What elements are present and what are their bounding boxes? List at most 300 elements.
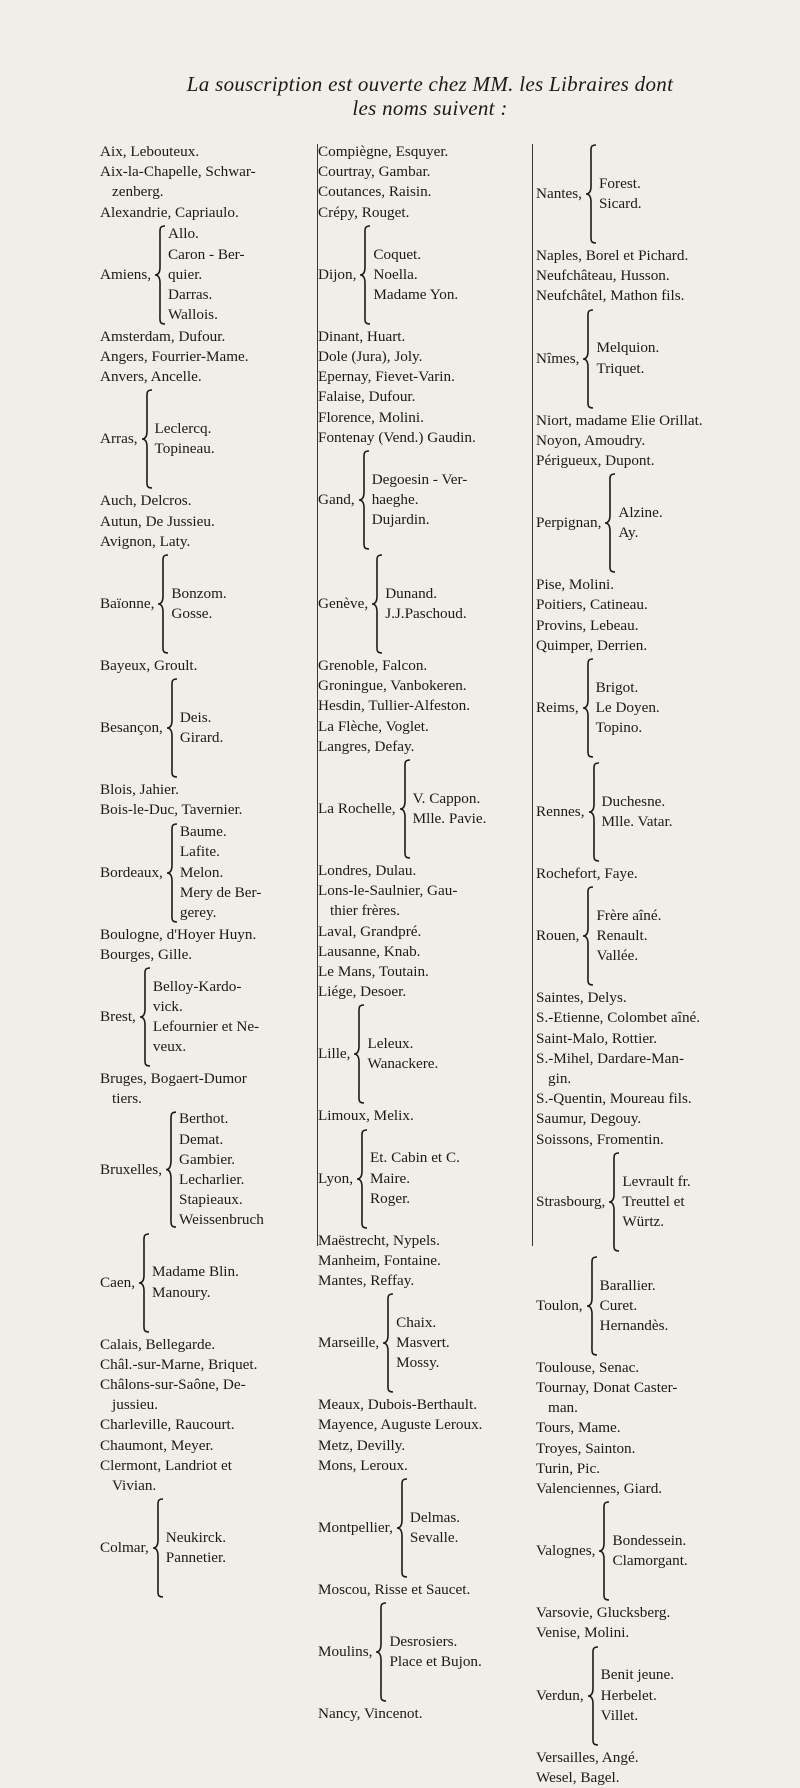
entry-text: Auch, Delcros.: [100, 492, 192, 510]
entry-text: Nancy, Vincenot.: [318, 1705, 423, 1723]
bookseller-entry: [536, 286, 760, 306]
entry-text: Crépy, Rouget.: [318, 203, 410, 221]
bookseller-entry-group: [100, 676, 314, 780]
bookseller-names: [166, 1528, 314, 1568]
bookseller-entry: [318, 717, 530, 737]
city-name: Rennes,: [536, 802, 585, 820]
brace: [586, 1256, 598, 1356]
entry-text: Périgueux, Dupont.: [536, 452, 655, 470]
bookseller-name: Neukirck.: [165, 1529, 227, 1547]
entry-text: Hesdin, Tullier-Alfeston.: [318, 697, 470, 715]
bookseller-name: Renault.: [596, 927, 648, 945]
brace: [138, 1233, 150, 1333]
brace-icon: [371, 554, 383, 654]
bookseller-entry: [318, 942, 530, 962]
bookseller-name: Madame Blin.: [152, 1263, 239, 1281]
entry-text: Calais, Bellegarde.: [100, 1335, 216, 1353]
bookseller-name: Stapieaux.: [179, 1191, 243, 1209]
bookseller-name: Deis.: [179, 709, 212, 727]
entry-text: Provins, Lebeau.: [536, 616, 639, 634]
bookseller-names: [179, 1109, 314, 1230]
bookseller-entry-group: [100, 552, 314, 656]
bookseller-name: J.J.Paschoud.: [385, 605, 467, 623]
entry-text: Châlons-sur-Saône, De-: [100, 1376, 246, 1394]
bookseller-name: vick.: [152, 997, 183, 1015]
bookseller-entry-group: [536, 884, 760, 988]
entry-text: Naples, Borel et Pichard.: [536, 247, 689, 264]
entry-text: Turin, Pic.: [536, 1459, 601, 1477]
bookseller-entry: [318, 408, 530, 428]
entry-text: Quimper, Derrien.: [536, 636, 648, 654]
bookseller-entry: [536, 1748, 760, 1768]
bookseller-name: Benit jeune.: [600, 1666, 675, 1684]
entry-text: La Flèche, Voglet.: [318, 717, 429, 735]
bookseller-name: Dunand.: [385, 584, 438, 602]
bookseller-name: Girard.: [179, 729, 224, 747]
bookseller-name: Bondessein.: [612, 1532, 687, 1550]
brace: [358, 450, 370, 550]
bookseller-entry: [536, 1130, 760, 1150]
entry-text: Saumur, Degouy.: [536, 1110, 642, 1128]
bookseller-name: Brigot.: [595, 678, 639, 696]
entry-text: Soissons, Fromentin.: [536, 1130, 664, 1148]
bookseller-name: Ay.: [618, 524, 639, 542]
bookseller-name: Allo.: [168, 225, 199, 243]
brace-icon: [166, 678, 178, 778]
city-name: Amiens,: [100, 265, 152, 283]
bookseller-entry: [318, 162, 530, 182]
bookseller-names: [396, 1313, 530, 1374]
bookseller-names: [373, 245, 530, 306]
entry-text: Chaumont, Meyer.: [100, 1436, 214, 1454]
bookseller-names: [413, 789, 530, 829]
brace: [353, 1004, 365, 1104]
bookseller-name: Treuttel et: [622, 1192, 685, 1210]
entry-text: Boulogne, d'Hoyer Huyn.: [100, 925, 257, 943]
brace-icon: [585, 144, 597, 244]
brace-icon: [598, 1501, 610, 1601]
bookseller-entry: [318, 922, 530, 942]
entry-text: Londres, Dulau.: [318, 862, 417, 880]
bookseller-entry-group: [536, 142, 760, 246]
brace: [587, 1646, 599, 1746]
bookseller-names: [180, 822, 314, 923]
city-name: Reims,: [536, 698, 579, 716]
city-name: Bruxelles,: [100, 1160, 163, 1178]
bookseller-name: Barallier.: [599, 1276, 656, 1294]
bookseller-names: [385, 584, 530, 624]
entry-text: Saintes, Delys.: [536, 989, 627, 1007]
bookseller-entry: [536, 1418, 760, 1438]
bookseller-names: [622, 1172, 760, 1233]
bookseller-entry-group: [318, 1127, 530, 1231]
bookseller-name: Coquet.: [373, 245, 422, 263]
city-name: La Rochelle,: [318, 799, 396, 817]
bookseller-name: quier.: [168, 265, 203, 283]
bookseller-name: Chaix.: [396, 1313, 437, 1331]
entry-text: Moscou, Risse et Saucet.: [318, 1581, 471, 1599]
brace-icon: [586, 1256, 598, 1356]
bookseller-entry: [318, 1456, 530, 1476]
entry-text: Le Mans, Toutain.: [318, 963, 429, 981]
bookseller-entry-group: [100, 821, 314, 925]
bookseller-name: Dujardin.: [371, 511, 430, 529]
entry-text: Amsterdam, Dufour.: [100, 327, 226, 345]
bookseller-name: Baume.: [179, 823, 227, 841]
entry-text: Manheim, Fontaine.: [318, 1251, 441, 1269]
bookseller-entry: [536, 1029, 760, 1049]
brace: [585, 144, 597, 244]
bookseller-entry: [536, 1109, 760, 1129]
bookseller-name: Vallée.: [596, 947, 639, 965]
entry-text: Neufchâtel, Mathon fils.: [536, 287, 685, 305]
brace: [141, 389, 153, 489]
entry-continuation: thier frères.: [330, 902, 400, 920]
header-line-2: les noms suivent :: [352, 96, 508, 120]
bookseller-entry: [100, 367, 314, 387]
bookseller-entry-group: [318, 1476, 530, 1580]
brace: [157, 554, 169, 654]
entry-text: Liége, Desoer.: [318, 983, 407, 1001]
brace-icon: [165, 1111, 177, 1228]
bookseller-name: Levrault fr.: [622, 1172, 691, 1190]
column-1: [100, 142, 314, 1600]
entry-text: Coutances, Raisin.: [318, 183, 432, 201]
bookseller-name: haeghe.: [371, 490, 419, 508]
entry-text: Charleville, Raucourt.: [100, 1416, 235, 1434]
bookseller-entry-group: [100, 387, 314, 491]
bookseller-names: [596, 678, 760, 739]
bookseller-name: Topineau.: [154, 440, 215, 458]
bookseller-name: Triquet.: [596, 359, 645, 377]
bookseller-entry: [100, 142, 314, 162]
brace: [382, 1293, 394, 1393]
page-header: [90, 72, 770, 120]
entry-text: Metz, Devilly.: [318, 1436, 406, 1454]
city-name: Nîmes,: [536, 349, 580, 367]
bookseller-entry: [318, 387, 530, 407]
bookseller-entry: [536, 451, 760, 471]
brace-icon: [588, 762, 600, 862]
entry-text: Groningue, Vanbokeren.: [318, 677, 467, 695]
entry-text: S.-Quentin, Moureau fils.: [536, 1090, 692, 1108]
bookseller-entry-group: [100, 965, 314, 1069]
bookseller-entry: [536, 1768, 760, 1788]
bookseller-entry: [318, 182, 530, 202]
entry-text: Meaux, Dubois-Berthault.: [318, 1396, 478, 1414]
bookseller-entry: [536, 595, 760, 615]
bookseller-entry: [318, 327, 530, 347]
brace: [152, 1498, 164, 1598]
bookseller-names: [602, 792, 760, 832]
bookseller-names: [410, 1508, 530, 1548]
entry-text: Bruges, Bogaert-Dumor: [100, 1070, 247, 1088]
entry-text: Anvers, Ancelle.: [100, 368, 202, 386]
bookseller-name: Bonzom.: [171, 584, 227, 602]
brace: [608, 1152, 620, 1252]
entry-text: Grenoble, Falcon.: [318, 657, 428, 675]
city-name: Genève,: [318, 594, 369, 612]
entry-text: Wesel, Bagel.: [536, 1768, 620, 1786]
entry-continuation: jussieu.: [112, 1396, 158, 1414]
bookseller-entry: [536, 1008, 760, 1028]
brace-icon: [139, 967, 151, 1067]
bookseller-entry: [100, 491, 314, 511]
city-name: Brest,: [100, 1007, 136, 1025]
column-2: [318, 142, 530, 1725]
brace: [154, 225, 166, 325]
city-name: Colmar,: [100, 1539, 149, 1557]
entry-text: Troyes, Sainton.: [536, 1439, 636, 1457]
bookseller-name: Wanackere.: [367, 1055, 439, 1073]
entry-text: Falaise, Dufour.: [318, 388, 416, 406]
bookseller-entry: [318, 1106, 530, 1126]
brace-icon: [582, 658, 594, 758]
city-name: Caen,: [100, 1273, 136, 1291]
bookseller-entry: [318, 142, 530, 162]
entry-text: Angers, Fourrier-Mame.: [100, 348, 249, 366]
bookseller-entry: [100, 780, 314, 800]
entry-continuation: Vivian.: [112, 1477, 157, 1495]
city-name: Marseille,: [318, 1334, 380, 1352]
entry-text: Fontenay (Vend.) Gaudin.: [318, 428, 476, 446]
bookseller-entry: [100, 327, 314, 347]
bookseller-entry: [100, 1335, 314, 1355]
city-name: Dijon,: [318, 265, 357, 283]
entry-text: Avignon, Laty.: [100, 532, 191, 550]
bookseller-name: Degoesin - Ver-: [371, 470, 468, 488]
bookseller-name: gerey.: [179, 903, 217, 921]
bookseller-entry: [536, 636, 760, 656]
header-line-1: La souscription est ouverte chez MM. les Libraires dont: [186, 72, 674, 96]
bookseller-entry: [318, 656, 530, 676]
bookseller-name: Darras.: [168, 285, 213, 303]
bookseller-entry: [536, 266, 760, 286]
bookseller-entry-group: [100, 223, 314, 327]
bookseller-entry: [318, 1580, 530, 1600]
bookseller-name: Noella.: [373, 265, 418, 283]
bookseller-entry: [536, 1439, 760, 1459]
brace-icon: [154, 225, 166, 325]
bookseller-entry: [100, 1375, 314, 1415]
bookseller-name: Masvert.: [396, 1334, 450, 1352]
entry-text: Venise, Molini.: [536, 1624, 630, 1642]
bookseller-entry-group: [536, 471, 760, 575]
bookseller-entry: [100, 1456, 314, 1496]
brace: [582, 886, 594, 986]
entry-text: Bayeux, Groult.: [100, 657, 198, 675]
bookseller-names: [618, 503, 760, 543]
entry-text: Niort, madame Elie Orillat.: [536, 411, 703, 429]
bookseller-names: [596, 906, 760, 967]
brace: [588, 762, 600, 862]
entry-text: Courtray, Gambar.: [318, 163, 431, 181]
bookseller-entry: [318, 428, 530, 448]
bookseller-entry: [536, 1358, 760, 1378]
bookseller-entry: [100, 162, 314, 202]
entry-text: Compiègne, Esquyer.: [318, 143, 449, 160]
entry-text: S.-Mihel, Dardare-Man-: [536, 1049, 685, 1067]
bookseller-entry: [318, 1231, 530, 1251]
bookseller-entry: [536, 616, 760, 636]
entry-text: Lausanne, Knab.: [318, 942, 421, 960]
bookseller-entry: [318, 982, 530, 1002]
city-name: Perpignan,: [536, 514, 602, 532]
entry-text: Poitiers, Catineau.: [536, 596, 648, 614]
bookseller-entry: [536, 246, 760, 266]
entry-text: Varsovie, Glucksberg.: [536, 1604, 671, 1622]
bookseller-entry-group: [318, 448, 530, 552]
bookseller-name: Herbelet.: [600, 1686, 657, 1704]
brace: [396, 1478, 408, 1578]
bookseller-entry: [318, 676, 530, 696]
bookseller-entry: [318, 1704, 530, 1724]
city-name: Montpellier,: [318, 1518, 393, 1536]
city-name: Lyon,: [318, 1169, 354, 1187]
bookseller-names: [171, 584, 314, 624]
city-name: Strasbourg,: [536, 1192, 606, 1210]
entry-text: Lons-le-Saulnier, Gau-: [318, 882, 458, 900]
bookseller-name: Pannetier.: [165, 1549, 227, 1567]
entry-text: Laval, Grandpré.: [318, 922, 422, 940]
brace-icon: [359, 225, 371, 325]
bookseller-entry: [318, 1395, 530, 1415]
entry-text: Toulouse, Senac.: [536, 1358, 640, 1376]
bookseller-entry: [318, 367, 530, 387]
bookseller-entry: [536, 1089, 760, 1109]
bookseller-names: [370, 1148, 530, 1209]
brace: [166, 678, 178, 778]
brace-icon: [157, 554, 169, 654]
bookseller-name: Wallois.: [168, 306, 218, 324]
bookseller-entry: [318, 696, 530, 716]
bookseller-entry: [100, 945, 314, 965]
entry-text: Langres, Defay.: [318, 737, 415, 755]
entry-text: S.-Etienne, Colombet aîné.: [536, 1009, 701, 1027]
entry-text: Mantes, Reffay.: [318, 1272, 415, 1290]
bookseller-name: Sicard.: [598, 195, 642, 212]
bookseller-name: Weissenbruch: [179, 1211, 264, 1229]
entry-text: Mons, Leroux.: [318, 1456, 408, 1474]
bookseller-entry: [100, 800, 314, 820]
city-name: Verdun,: [536, 1686, 584, 1704]
bookseller-entry: [318, 962, 530, 982]
city-name: Gand,: [318, 490, 355, 508]
entry-text: Alexandrie, Capriaulo.: [100, 203, 239, 221]
bookseller-name: Caron - Ber-: [168, 245, 245, 263]
bookseller-entry: [318, 1251, 530, 1271]
entry-text: Saint-Malo, Rottier.: [536, 1029, 658, 1047]
bookseller-entry: [318, 1436, 530, 1456]
entry-continuation: gin.: [548, 1070, 572, 1088]
bookseller-entry: [100, 656, 314, 676]
bookseller-entry-group: [318, 223, 530, 327]
entry-text: Aix-la-Chapelle, Schwar-: [100, 163, 256, 181]
bookseller-names: [599, 174, 760, 214]
bookseller-entry-group: [318, 757, 530, 861]
column-3: [536, 142, 760, 1788]
bookseller-entry-group: [536, 307, 760, 411]
bookseller-entry-group: [318, 552, 530, 656]
bookseller-names: [601, 1665, 760, 1726]
bookseller-name: Gambier.: [179, 1150, 236, 1168]
brace-icon: [141, 389, 153, 489]
bookseller-name: Gosse.: [171, 605, 213, 623]
bookseller-entry: [318, 881, 530, 921]
bookseller-name: Hernandès.: [599, 1316, 669, 1334]
bookseller-names: [155, 419, 314, 459]
bookseller-name: Manoury.: [152, 1283, 211, 1301]
brace: [598, 1501, 610, 1601]
bookseller-entry: [100, 203, 314, 223]
bookseller-name: Et. Cabin et C.: [370, 1149, 460, 1167]
bookseller-entry-group: [100, 1231, 314, 1335]
city-name: Lille,: [318, 1045, 351, 1063]
city-name: Rouen,: [536, 927, 580, 945]
bookseller-entry: [536, 1603, 760, 1623]
bookseller-entry: [536, 575, 760, 595]
city-name: Toulon,: [536, 1296, 583, 1314]
bookseller-name: Frère aîné.: [596, 906, 662, 924]
bookseller-entry-group: [536, 1644, 760, 1748]
bookseller-name: Würtz.: [622, 1212, 665, 1230]
bookseller-entry: [536, 1378, 760, 1418]
bookseller-name: Clamorgant.: [612, 1552, 688, 1570]
brace: [166, 823, 178, 923]
brace: [582, 658, 594, 758]
entry-text: Autun, De Jussieu.: [100, 512, 215, 530]
bookseller-entry: [100, 1436, 314, 1456]
bookseller-name: V. Cappon.: [412, 789, 481, 807]
city-name: Baïonne,: [100, 594, 155, 612]
brace-icon: [608, 1152, 620, 1252]
bookseller-entry-group: [536, 1150, 760, 1254]
bookseller-name: Villet.: [600, 1706, 639, 1724]
brace-icon: [356, 1129, 368, 1229]
bookseller-name: Maire.: [370, 1169, 411, 1187]
bookseller-entry-group: [100, 1109, 314, 1230]
bookseller-entry: [536, 864, 760, 884]
entry-text: Maëstrecht, Nypels.: [318, 1231, 440, 1249]
bookseller-name: Duchesne.: [601, 792, 666, 810]
bookseller-name: Topino.: [595, 719, 643, 737]
column-divider-2: [532, 144, 533, 1246]
bookseller-name: Mlle. Vatar.: [601, 813, 673, 831]
bookseller-names: [389, 1632, 530, 1672]
brace: [582, 309, 594, 409]
entry-text: Limoux, Melix.: [318, 1107, 414, 1125]
bookseller-entry: [318, 1415, 530, 1435]
entry-text: Dole (Jura), Joly.: [318, 348, 423, 366]
entry-text: Florence, Molini.: [318, 408, 424, 426]
entry-text: Mayence, Auguste Leroux.: [318, 1416, 483, 1434]
bookseller-name: Lafite.: [179, 843, 220, 861]
bookseller-names: [596, 338, 760, 378]
brace-icon: [399, 759, 411, 859]
bookseller-name: Leleux.: [367, 1035, 414, 1053]
brace-icon: [604, 473, 616, 573]
bookseller-name: veux.: [152, 1038, 187, 1056]
bookseller-entry: [536, 988, 760, 1008]
bookseller-name: Lecharlier.: [179, 1171, 245, 1189]
bookseller-name: Desrosiers.: [389, 1633, 458, 1651]
bookseller-entry: [318, 203, 530, 223]
entry-text: Bourges, Gille.: [100, 945, 193, 963]
bookseller-name: Curet.: [599, 1296, 638, 1314]
brace-icon: [382, 1293, 394, 1393]
bookseller-names: [372, 470, 530, 531]
bookseller-entry: [318, 1271, 530, 1291]
